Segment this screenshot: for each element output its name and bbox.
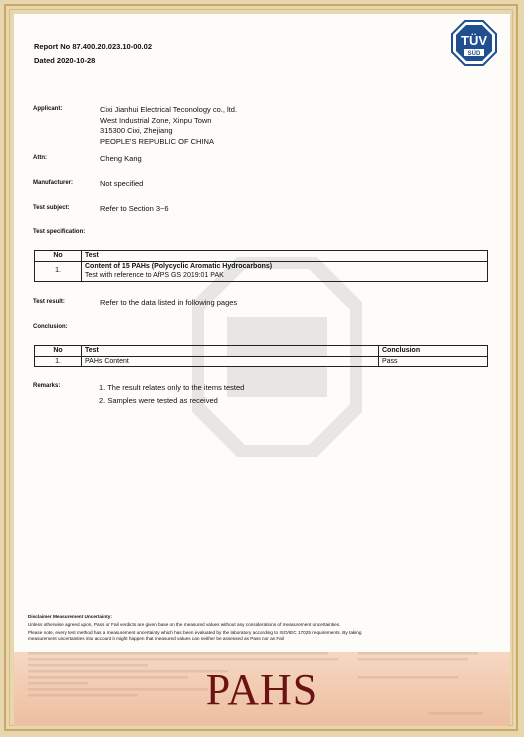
applicant-line: Cixi Jianhui Electrical Teconology co., ltd. bbox=[100, 105, 238, 114]
applicant-line: PEOPLE'S REPUBLIC OF CHINA bbox=[100, 136, 214, 146]
disclaimer-line: measurement uncertainties into account it might happen that measured values can neither be assessed as Pass nor as Fail bbox=[28, 636, 284, 641]
applicant-label: Applicant: bbox=[33, 106, 63, 112]
remarks-list bbox=[99, 382, 244, 407]
remarks-label: Remarks: bbox=[33, 383, 61, 389]
test-subject-value: Refer to Section 3~6 bbox=[100, 204, 169, 213]
conclusion-label: Conclusion: bbox=[33, 324, 68, 330]
test-result-label: Test result: bbox=[33, 299, 65, 305]
disclaimer bbox=[28, 614, 488, 642]
attn-value: Cheng Kang bbox=[100, 154, 142, 163]
manufacturer-value: Not specified bbox=[100, 179, 144, 188]
svg-text:SÜD: SÜD bbox=[467, 51, 481, 57]
test-detail: Test with reference to AfPS GS 2019:01 PAK bbox=[85, 272, 224, 279]
certificate-page bbox=[14, 14, 510, 726]
column-header-no: No bbox=[35, 346, 82, 357]
column-header-test: Test bbox=[82, 251, 488, 262]
test-result-value: Refer to the data listed in following pages bbox=[100, 298, 238, 307]
applicant-line: West Industrial Zone, Xinpu Town bbox=[100, 115, 212, 125]
manufacturer-label: Manufacturer: bbox=[33, 180, 74, 186]
attn-label: Attn: bbox=[33, 155, 47, 161]
specification-table bbox=[34, 250, 488, 282]
disclaimer-line: Please note, every test method has a measurement uncertainty which has been evaluated by the laboratory according to ISO/IEC 17025 requirements. By taking bbox=[28, 630, 362, 635]
table-row bbox=[35, 261, 488, 281]
tuv-sud-logo bbox=[451, 20, 497, 66]
test-specification-label: Test specification: bbox=[33, 229, 86, 235]
row-conclusion: Pass bbox=[379, 356, 488, 367]
column-header-conclusion: Conclusion bbox=[379, 346, 488, 357]
column-header-test: Test bbox=[82, 346, 379, 357]
row-test bbox=[82, 261, 488, 281]
applicant-value bbox=[100, 105, 237, 147]
disclaimer-line: Unless otherwise agreed upon, Pass or Fail verdicts are given base on the measured values without any considerations of measurement uncertainties. bbox=[28, 622, 341, 627]
table-row bbox=[35, 356, 488, 367]
row-number: 1. bbox=[35, 261, 82, 281]
table-header-row bbox=[35, 346, 488, 357]
column-header-no: No bbox=[35, 251, 82, 262]
report-date: Dated 2020-10-28 bbox=[34, 56, 96, 65]
remark-item: 2. Samples were tested as received bbox=[99, 395, 218, 405]
row-number: 1. bbox=[35, 356, 82, 367]
table-header-row bbox=[35, 251, 488, 262]
pahs-overlay-title: PAHS bbox=[205, 665, 319, 714]
test-subject-label: Test subject: bbox=[33, 205, 70, 211]
applicant-line: 315300 Cixi, Zhejiang bbox=[100, 126, 173, 135]
disclaimer-heading: Disclaimer Measurement Uncertainty: bbox=[28, 614, 112, 619]
svg-text:TÜV: TÜV bbox=[461, 33, 487, 48]
test-title: Content of 15 PAHs (Polycyclic Aromatic Hydrocarbons) bbox=[85, 262, 273, 270]
report-number: Report No 87.400.20.023.10-00.02 bbox=[34, 42, 152, 51]
remark-item: 1. The result relates only to the items tested bbox=[99, 383, 245, 392]
row-test: PAHs Content bbox=[82, 356, 379, 367]
conclusion-table bbox=[34, 345, 488, 367]
